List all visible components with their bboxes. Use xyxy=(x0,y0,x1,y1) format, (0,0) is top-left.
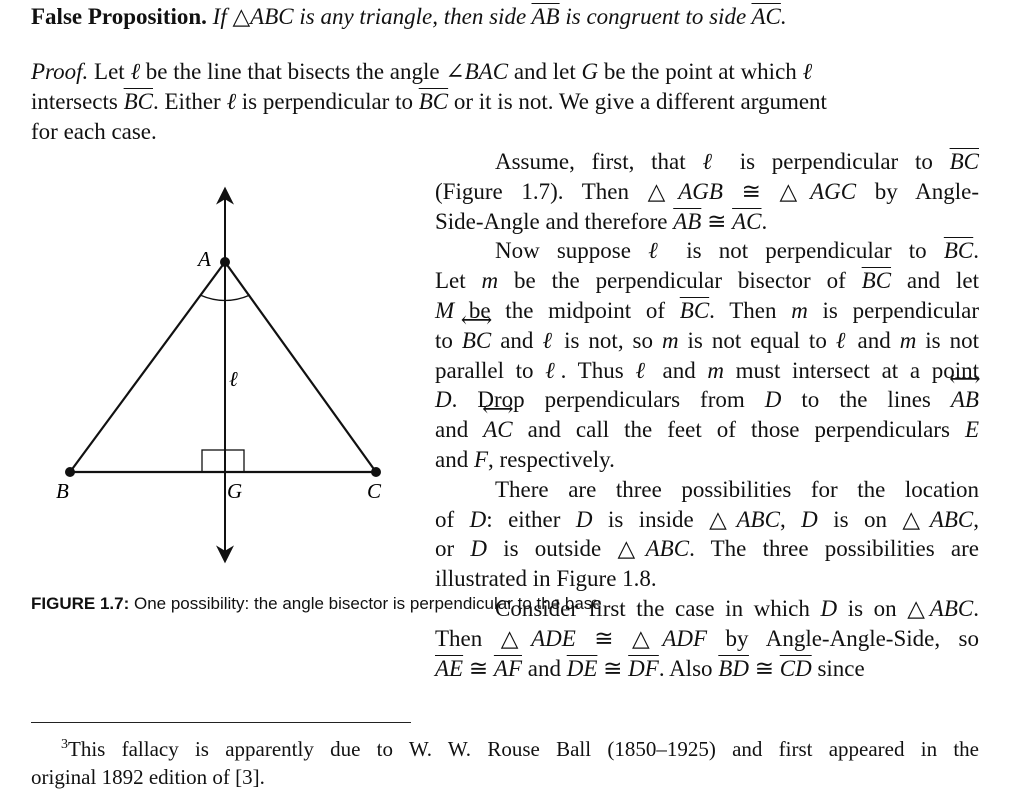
vertex-b-dot xyxy=(65,467,75,477)
right-column xyxy=(435,147,979,683)
triangle-diagram xyxy=(30,178,430,578)
triangle-abc xyxy=(70,262,376,472)
paragraph-assume-perpendicular: Assume, first, that ℓ is perpendicular to $\overline{BC}$ (Figure 1.7). Then △AGB ≅ △AGC by Angle- Side-Angle and therefore $\overline{AB}$ ≅ $\overline{AC}$. xyxy=(435,149,979,234)
footnote-line-1: $^3$This fallacy is apparently due to W. W. Rouse Ball (1850–1925) and first appeared in the xyxy=(61,737,979,761)
figure-caption xyxy=(31,592,602,616)
footnote-line-2: original 1892 edition of [3]. xyxy=(31,765,265,789)
proof-intro xyxy=(31,57,979,147)
false-proposition xyxy=(31,2,991,32)
figure-1-7 xyxy=(30,178,430,578)
paragraph-three-possibilities: There are three possibilities for the location of D: either D is inside △ABC, D is on △ABC, or D is outside △ABC. The three possibilities are illustrated in Figure 1.8. xyxy=(435,476,980,592)
label-c: C xyxy=(367,479,382,503)
proposition-label: False Proposition. xyxy=(31,4,207,29)
caption-line-1: FIGURE 1.7: One possibility: the angle bisector is perpendicular to the base xyxy=(31,594,602,613)
right-angle-mark xyxy=(202,450,244,472)
vertex-c-dot xyxy=(371,467,381,477)
footnote xyxy=(31,731,979,791)
label-b: B xyxy=(56,479,69,503)
label-a: A xyxy=(198,247,211,271)
label-ell: ℓ xyxy=(229,367,238,391)
label-g: G xyxy=(227,479,243,503)
footnote-rule xyxy=(31,722,411,723)
vertex-a-dot xyxy=(220,257,230,267)
proof-label: Proof. xyxy=(31,59,89,84)
proof-intro-text: Let ℓ be the line that bisects the angle ∠BAC and let G be the point at which ℓ intersects $\overline{BC}$. Either ℓ is perpendicular to $\overline{BC}$ or it is not. We give a different argument for each case. xyxy=(31,59,827,144)
paragraph-d-on-triangle: Consider first the case in which D is on △ABC. Then △ADE ≅ △ADF by Angle-Angle-Side, so $\overline{AE}$ ≅ $\overline{AF}$ and $\overline{DE}$ ≅ $\overline{DF}$. Also $\overline{BD}$ ≅ $\overline{CD}$ since xyxy=(435,595,979,681)
proposition-statement: If △ABC is any triangle, then side $\overline{AB}$ is congruent to side $\overline{AC}$. xyxy=(212,4,787,29)
paragraph-not-perpendicular: Now suppose ℓ is not perpendicular to $\overline{BC}$. Let m be the perpendicular bisector of $\overline{BC}$ and let M be the midpoint of $\overline{BC}$. Then m is perpendicular to ⟷ BC and ℓ is not, so m is not equal to ℓ and m is not parallel to ℓ. Thus ℓ and m must intersect at a point D. Drop perpendiculars from D to the lines ⟷ AB and ⟷ AC and call the feet of those perpendiculars E and F, respectively. xyxy=(435,236,979,474)
